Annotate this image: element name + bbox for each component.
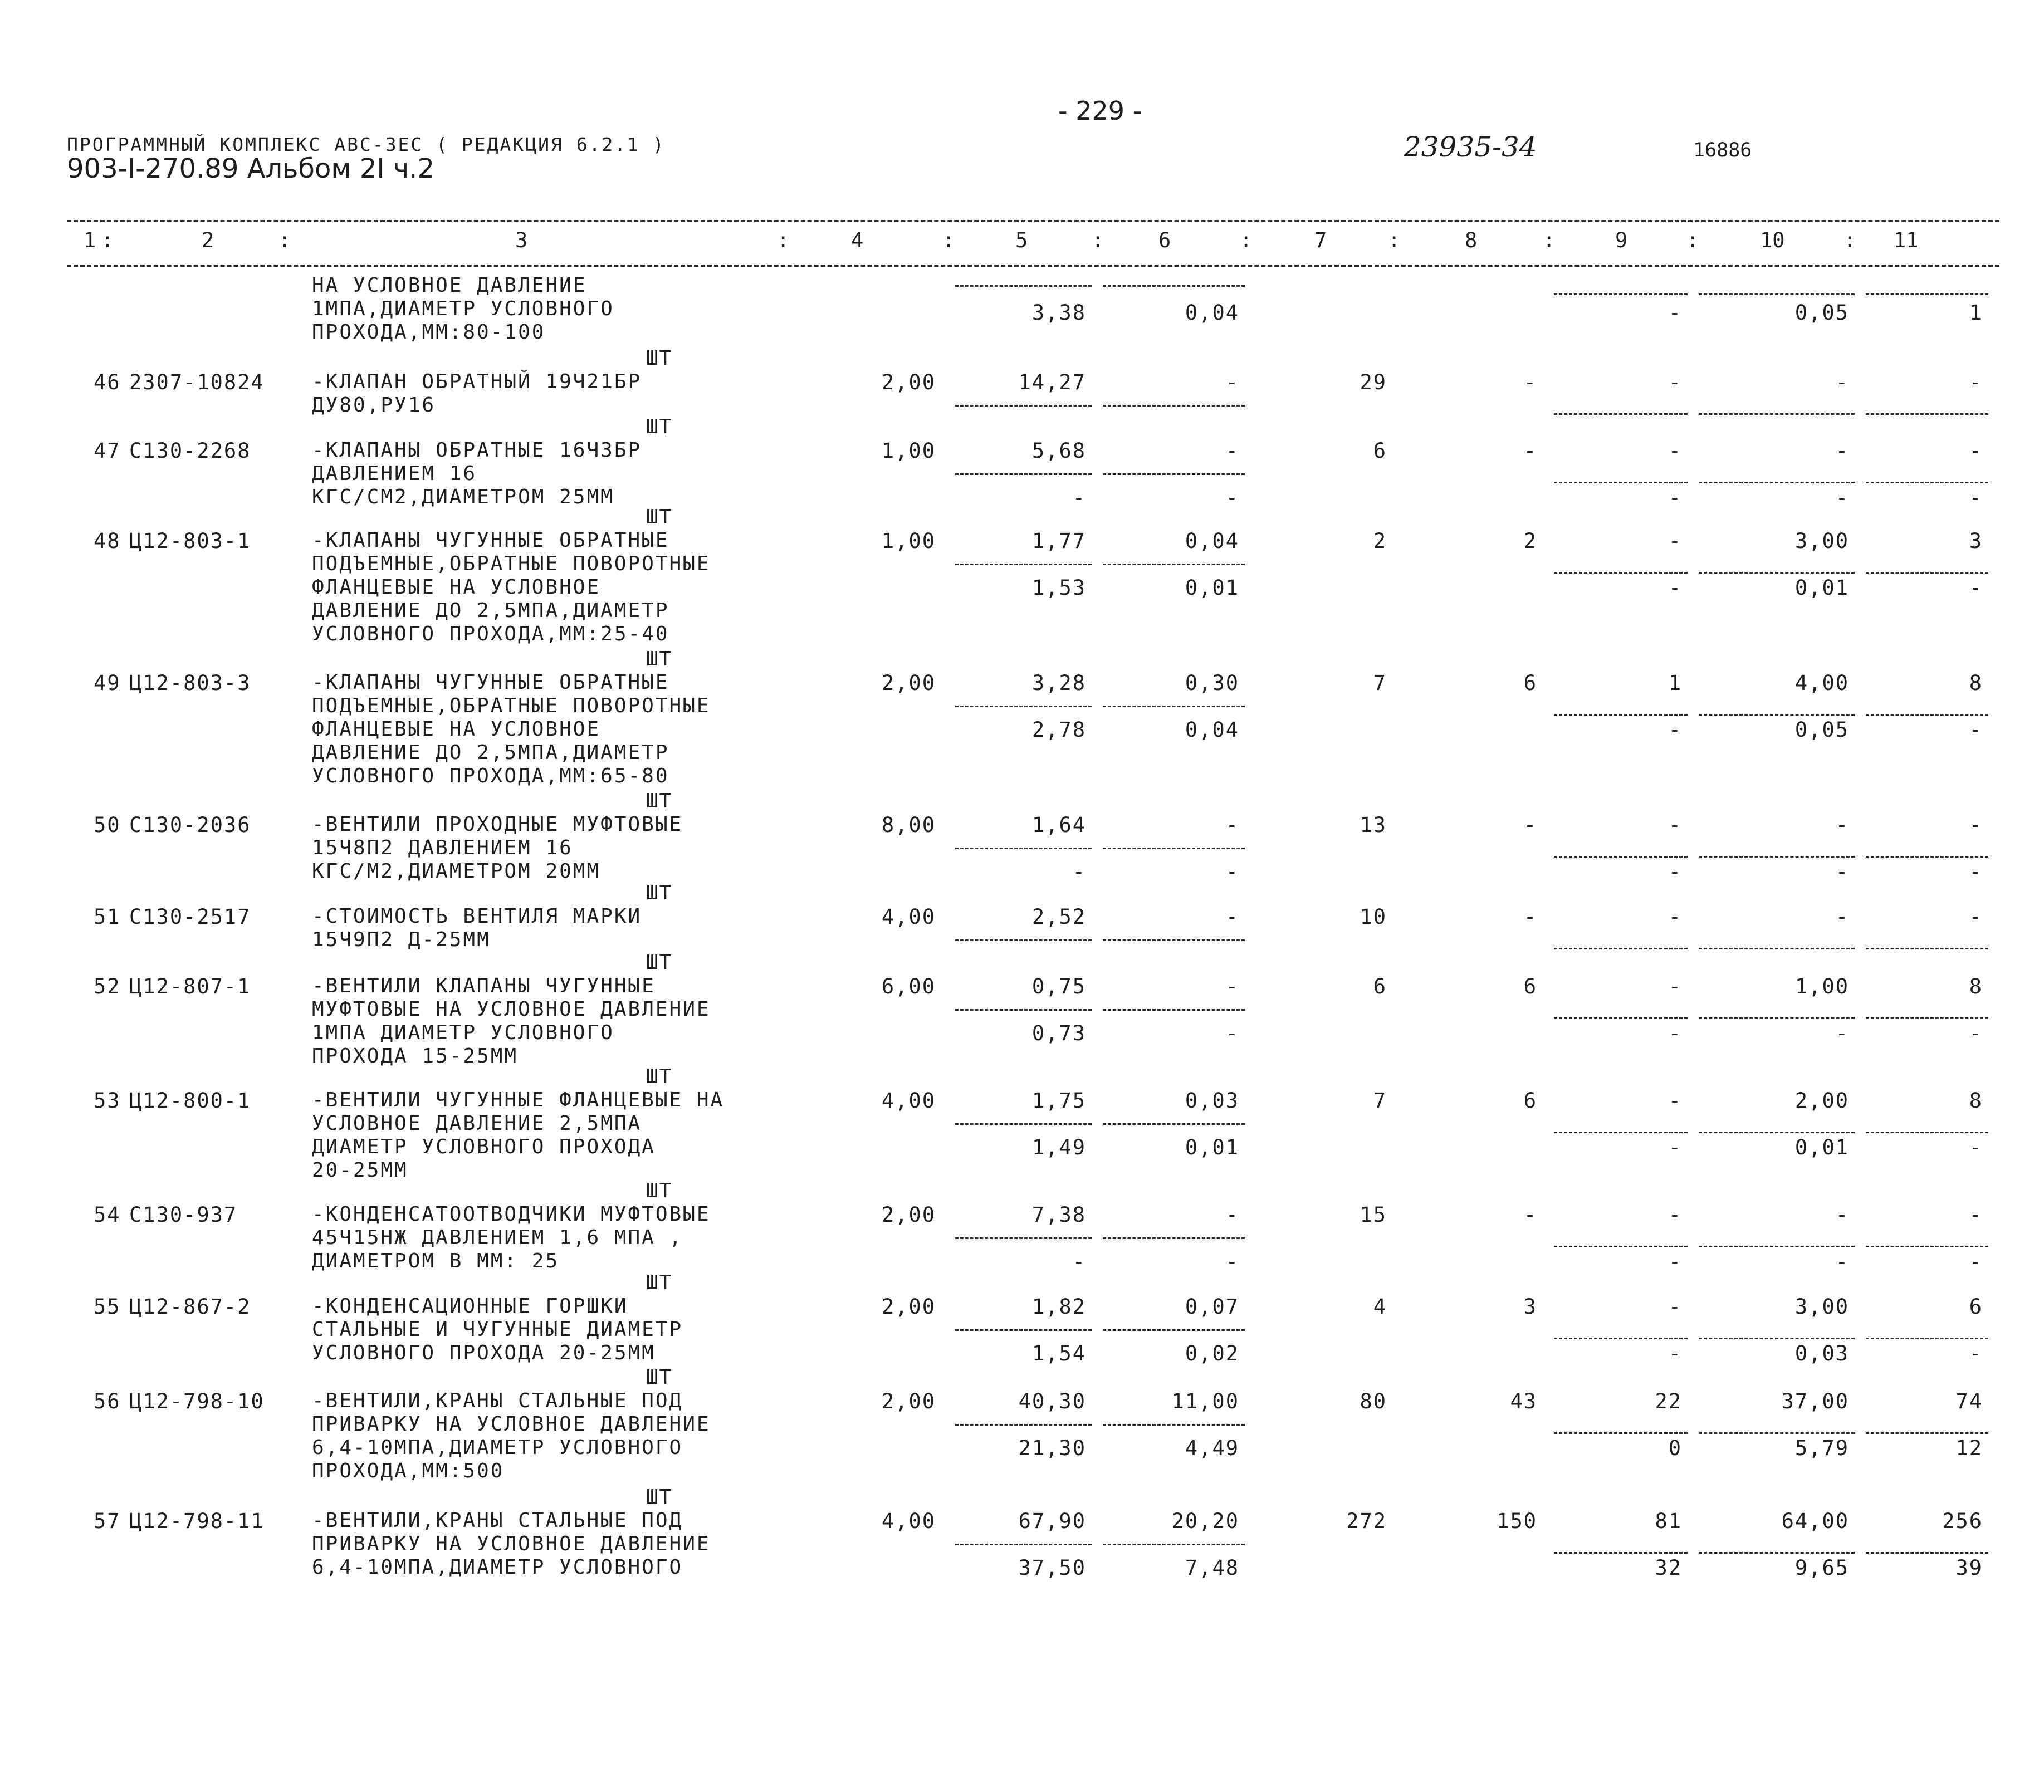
cell-c6b: -: [1225, 1250, 1239, 1274]
cell-c9: -: [1668, 529, 1682, 553]
cell-c4: 2,00: [881, 671, 936, 695]
cell-divider: [1554, 856, 1688, 858]
unit-label: ШТ: [646, 1366, 673, 1389]
cell-c5b: 1,49: [1031, 1135, 1086, 1159]
row-number: 57: [94, 1509, 121, 1533]
cell-divider: [1866, 1338, 1988, 1339]
cell-divider: [1866, 482, 1988, 483]
cell-divider: [1699, 413, 1855, 415]
cell-c7: 272: [1346, 1509, 1387, 1533]
cell-c5: 2,52: [1031, 905, 1086, 929]
cell-c9b: -: [1668, 1021, 1682, 1045]
cell-c10: -: [1835, 813, 1849, 837]
cell-divider: [955, 848, 1092, 849]
cell-divider: [1699, 1132, 1855, 1133]
row-number: 46: [94, 370, 121, 394]
cell-c5: 0,75: [1031, 975, 1086, 998]
cell-c6b: 0,01: [1185, 576, 1239, 600]
unit-label: ШТ: [646, 347, 673, 370]
cell-divider: [1866, 1017, 1988, 1019]
column-separator: :: [1686, 228, 1699, 252]
cell-c4: 1,00: [881, 529, 936, 553]
cell-c10: 37,00: [1781, 1389, 1849, 1413]
cell-c8: -: [1523, 905, 1537, 929]
cell-c9: -: [1668, 1203, 1682, 1227]
cell-divider: [955, 473, 1092, 475]
cell-c10b: -: [1835, 486, 1849, 510]
row-code: С130-2268: [129, 439, 251, 463]
cell-divider: [1554, 1552, 1688, 1554]
cell-c5: 14,27: [1018, 370, 1086, 394]
cell-c6b: -: [1225, 486, 1239, 510]
row-description: -КЛАПАНЫ ОБРАТНЫЕ 16Ч3БР ДАВЛЕНИЕМ 16 КГС/СМ2,ДИАМЕТРОМ 25ММ: [312, 439, 642, 508]
cell-divider: [1699, 482, 1855, 483]
cell-c11b: -: [1969, 1250, 1983, 1274]
column-number: 1: [84, 228, 96, 252]
cell-c4: 6,00: [881, 975, 936, 998]
cell-c8: 6: [1523, 975, 1537, 998]
unit-label: ШТ: [646, 951, 673, 974]
column-number: 11: [1894, 228, 1919, 252]
row-number: 52: [94, 975, 121, 998]
cell-c9: 22: [1655, 1389, 1682, 1413]
cell-c6: -: [1225, 813, 1239, 837]
cell-c7: 10: [1360, 905, 1387, 929]
cell-c8: 3: [1523, 1295, 1537, 1319]
cell-c5b: 1,53: [1031, 576, 1086, 600]
cell-c9b: -: [1668, 860, 1682, 884]
column-number: 3: [515, 228, 528, 252]
cell-c4: 2,00: [881, 1295, 936, 1319]
cell-c11: -: [1969, 439, 1983, 463]
cell-c7: 2: [1373, 529, 1387, 553]
cell-c8: -: [1523, 813, 1537, 837]
cell-c9: -: [1668, 439, 1682, 463]
cell-divider: [1554, 948, 1688, 949]
row-description: -ВЕНТИЛИ,КРАНЫ СТАЛЬНЫЕ ПОД ПРИВАРКУ НА УСЛОВНОЕ ДАВЛЕНИЕ 6,4-10МПА,ДИАМЕТР УСЛОВНОГО ПРОХОДА,ММ:500: [312, 1389, 711, 1482]
unit-label: ШТ: [646, 648, 673, 670]
cell-divider: [1699, 1017, 1855, 1019]
row-description: -СТОИМОСТЬ ВЕНТИЛЯ МАРКИ 15Ч9П2 Д-25ММ: [312, 905, 642, 951]
cell-c5: 5,68: [1031, 439, 1086, 463]
cell-c9b: -: [1668, 1250, 1682, 1274]
column-separator: :: [1843, 228, 1856, 252]
cell-c10: -: [1835, 905, 1849, 929]
cell-c9: -: [1668, 813, 1682, 837]
cell-divider: [1554, 293, 1688, 295]
cell-c10b: 0,03: [1794, 1341, 1849, 1365]
cell-c9: -: [1668, 1089, 1682, 1113]
cell-c8: -: [1523, 370, 1537, 394]
cell-c11: 8: [1969, 1089, 1983, 1113]
cell-c4: 4,00: [881, 1089, 936, 1113]
cell-c6b: 0,01: [1185, 1135, 1239, 1159]
row-number: 47: [94, 439, 121, 463]
unit-label: ШТ: [646, 1271, 673, 1294]
cell-c9: 81: [1655, 1509, 1682, 1533]
cell-c11b: 12: [1955, 1436, 1983, 1460]
cell-c4: 2,00: [881, 1203, 936, 1227]
row-number: 49: [94, 671, 121, 695]
cell-divider: [955, 1424, 1092, 1426]
cell-divider: [955, 1009, 1092, 1011]
cell-c10: 64,00: [1781, 1509, 1849, 1533]
row-number: 48: [94, 529, 121, 553]
cell-c4: 8,00: [881, 813, 936, 837]
cell-c11b: -: [1969, 860, 1983, 884]
cell-c11: 1: [1969, 301, 1983, 325]
cell-divider: [1699, 1338, 1855, 1339]
cell-c5b: 1,54: [1031, 1341, 1086, 1365]
cell-c5b: 21,30: [1018, 1436, 1086, 1460]
cell-c5b: -: [1072, 486, 1086, 510]
cell-c10b: -: [1835, 1021, 1849, 1045]
cell-c6: 0,07: [1185, 1295, 1239, 1319]
table-top-rule: [67, 220, 1999, 222]
cell-c6: 0,04: [1185, 529, 1239, 553]
row-code: Ц12-800-1: [129, 1089, 251, 1113]
unit-label: ШТ: [646, 415, 673, 438]
column-separator: :: [278, 228, 291, 252]
cell-divider: [1554, 482, 1688, 483]
cell-c10: -: [1835, 439, 1849, 463]
cell-c7: 6: [1373, 975, 1387, 998]
row-number: 53: [94, 1089, 121, 1113]
cell-divider: [1554, 1246, 1688, 1247]
row-code: Ц12-803-1: [129, 529, 251, 553]
cell-divider: [1554, 1132, 1688, 1133]
row-description: НА УСЛОВНОЕ ДАВЛЕНИЕ 1МПА,ДИАМЕТР УСЛОВНОГО ПРОХОДА,ММ:80-100: [312, 274, 614, 344]
cell-divider: [1866, 714, 1988, 716]
cell-c10: -: [1835, 370, 1849, 394]
cell-divider: [1103, 405, 1245, 407]
cell-c5b: 37,50: [1018, 1556, 1086, 1580]
cell-divider: [1699, 293, 1855, 295]
cell-c10b: -: [1835, 860, 1849, 884]
cell-divider: [1866, 293, 1988, 295]
cell-c10: 1,00: [1794, 975, 1849, 998]
cell-c6b: 0,04: [1185, 718, 1239, 742]
cell-c5: 3,28: [1031, 671, 1086, 695]
program-title: ПРОГРАММНЫЙ КОМПЛЕКС АВС-3ЕС ( РЕДАКЦИЯ 6.2.1 ): [67, 134, 666, 155]
cell-c10: 4,00: [1794, 671, 1849, 695]
cell-c11: -: [1969, 905, 1983, 929]
cell-divider: [1699, 856, 1855, 858]
cell-c5: 67,90: [1018, 1509, 1086, 1533]
cell-c4: 4,00: [881, 1509, 936, 1533]
cell-c6: -: [1225, 905, 1239, 929]
cell-divider: [955, 285, 1092, 287]
row-code: Ц12-803-3: [129, 671, 251, 695]
cell-divider: [1103, 1424, 1245, 1426]
cell-c11: -: [1969, 370, 1983, 394]
column-number: 9: [1615, 228, 1628, 252]
cell-c6b: -: [1225, 1021, 1239, 1045]
cell-c8: -: [1523, 439, 1537, 463]
cell-c6b: 0,02: [1185, 1341, 1239, 1365]
cell-c11b: -: [1969, 486, 1983, 510]
cell-divider: [1103, 706, 1245, 707]
cell-c10: 2,00: [1794, 1089, 1849, 1113]
cell-c5b: 0,73: [1031, 1021, 1086, 1045]
cell-divider: [1554, 1338, 1688, 1339]
cell-c8: 6: [1523, 1089, 1537, 1113]
cell-c8: 43: [1510, 1389, 1537, 1413]
cell-c10: 0,05: [1794, 301, 1849, 325]
row-description: -КЛАПАНЫ ЧУГУННЫЕ ОБРАТНЫЕ ПОДЪЕМНЫЕ,ОБРАТНЫЕ ПОВОРОТНЫЕ ФЛАНЦЕВЫЕ НА УСЛОВНОЕ ДАВЛЕНИЕ ДО 2,5МПА,ДИАМЕТР УСЛОВНОГО ПРОХОДА,ММ:25-40: [312, 529, 711, 645]
cell-c9b: -: [1668, 1135, 1682, 1159]
cell-c7: 7: [1373, 1089, 1387, 1113]
cell-c9: 1: [1668, 671, 1682, 695]
cell-c11: 8: [1969, 975, 1983, 998]
cell-divider: [1866, 948, 1988, 949]
cell-c11: -: [1969, 813, 1983, 837]
cell-c8: 2: [1523, 529, 1537, 553]
cell-c7: 13: [1360, 813, 1387, 837]
cell-divider: [1103, 1237, 1245, 1239]
column-number: 8: [1465, 228, 1478, 252]
cell-c6: 0,30: [1185, 671, 1239, 695]
column-separator: :: [777, 228, 790, 252]
table-header-rule: [67, 265, 1999, 267]
cell-c5: 1,77: [1031, 529, 1086, 553]
cell-divider: [1699, 1552, 1855, 1554]
row-code: Ц12-798-10: [129, 1389, 265, 1413]
cell-c4: 2,00: [881, 1389, 936, 1413]
cell-c8: 150: [1497, 1509, 1537, 1533]
cell-c9: -: [1668, 301, 1682, 325]
cell-c7: 29: [1360, 370, 1387, 394]
album-title: 903-I-270.89 Альбом 2I ч.2: [67, 153, 434, 184]
cell-c5: 1,75: [1031, 1089, 1086, 1113]
row-description: -КЛАПАНЫ ЧУГУННЫЕ ОБРАТНЫЕ ПОДЪЕМНЫЕ,ОБРАТНЫЕ ПОВОРОТНЫЕ ФЛАНЦЕВЫЕ НА УСЛОВНОЕ ДАВЛЕНИЕ ДО 2,5МПА,ДИАМЕТР УСЛОВНОГО ПРОХОДА,ММ:65-80: [312, 671, 711, 787]
row-description: -КОНДЕНСАТООТВОДЧИКИ МУФТОВЫЕ 45Ч15НЖ ДАВЛЕНИЕМ 1,6 МПА , ДИАМЕТРОМ В ММ: 25: [312, 1203, 711, 1272]
cell-c11b: 39: [1955, 1556, 1983, 1580]
cell-c10b: 0,05: [1794, 718, 1849, 742]
cell-divider: [1103, 1009, 1245, 1011]
cell-c11b: -: [1969, 576, 1983, 600]
cell-c6: 20,20: [1171, 1509, 1239, 1533]
cell-c5: 40,30: [1018, 1389, 1086, 1413]
cell-divider: [955, 706, 1092, 707]
cell-divider: [955, 564, 1092, 565]
cell-divider: [1866, 856, 1988, 858]
column-separator: :: [101, 228, 114, 252]
cell-c7: 7: [1373, 671, 1387, 695]
cell-c9b: -: [1668, 1341, 1682, 1365]
unit-label: ШТ: [646, 1179, 673, 1202]
cell-c4: 2,00: [881, 370, 936, 394]
cell-divider: [1554, 413, 1688, 415]
row-description: -КОНДЕНСАЦИОННЫЕ ГОРШКИ СТАЛЬНЫЕ И ЧУГУННЫЕ ДИАМЕТР УСЛОВНОГО ПРОХОДА 20-25ММ: [312, 1295, 683, 1364]
cell-c8: 6: [1523, 671, 1537, 695]
cell-c10b: 9,65: [1794, 1556, 1849, 1580]
cell-c9b: -: [1668, 576, 1682, 600]
cell-divider: [955, 939, 1092, 941]
cell-c6: -: [1225, 439, 1239, 463]
cell-c5b: 2,78: [1031, 718, 1086, 742]
cell-c10b: 5,79: [1794, 1436, 1849, 1460]
row-number: 56: [94, 1389, 121, 1413]
cell-c9: -: [1668, 370, 1682, 394]
cell-c9b: 0: [1668, 1436, 1682, 1460]
document-number: 16886: [1693, 139, 1752, 161]
row-number: 51: [94, 905, 121, 929]
row-description: -ВЕНТИЛИ ЧУГУННЫЕ ФЛАНЦЕВЫЕ НА УСЛОВНОЕ ДАВЛЕНИЕ 2,5МПА ДИАМЕТР УСЛОВНОГО ПРОХОДА 20-25ММ: [312, 1089, 725, 1182]
row-code: Ц12-798-11: [129, 1509, 265, 1533]
column-number: 2: [202, 228, 214, 252]
unit-label: ШТ: [646, 1065, 673, 1088]
row-number: 50: [94, 813, 121, 837]
column-number: 10: [1760, 228, 1785, 252]
cell-c9: -: [1668, 975, 1682, 998]
column-separator: :: [1543, 228, 1556, 252]
cell-divider: [1103, 848, 1245, 849]
cell-c11b: -: [1969, 718, 1983, 742]
cell-c5b: -: [1072, 860, 1086, 884]
cell-divider: [1866, 572, 1988, 574]
row-number: 54: [94, 1203, 121, 1227]
cell-c5: 3,38: [1031, 301, 1086, 325]
cell-c6b: -: [1225, 860, 1239, 884]
cell-divider: [1103, 285, 1245, 287]
cell-c6: 11,00: [1171, 1389, 1239, 1413]
cell-c7: 4: [1373, 1295, 1387, 1319]
cell-divider: [955, 1544, 1092, 1545]
cell-c11b: -: [1969, 1021, 1983, 1045]
cell-divider: [955, 405, 1092, 407]
cell-c6: 0,04: [1185, 301, 1239, 325]
cell-divider: [1699, 1432, 1855, 1434]
row-description: -ВЕНТИЛИ КЛАПАНЫ ЧУГУННЫЕ МУФТОВЫЕ НА УСЛОВНОЕ ДАВЛЕНИЕ 1МПА ДИАМЕТР УСЛОВНОГО ПРОХОДА 15-25ММ: [312, 975, 711, 1068]
cell-c10: 3,00: [1794, 529, 1849, 553]
page-number: - 229 -: [1058, 96, 1142, 126]
row-description: -ВЕНТИЛИ,КРАНЫ СТАЛЬНЫЕ ПОД ПРИВАРКУ НА УСЛОВНОЕ ДАВЛЕНИЕ 6,4-10МПА,ДИАМЕТР УСЛОВНОГО: [312, 1509, 711, 1579]
column-number: 5: [1015, 228, 1028, 252]
cell-divider: [1554, 572, 1688, 574]
unit-label: ШТ: [646, 1486, 673, 1509]
column-separator: :: [942, 228, 955, 252]
row-code: Ц12-867-2: [129, 1295, 251, 1319]
cell-divider: [1699, 714, 1855, 716]
cell-c9: -: [1668, 905, 1682, 929]
cell-c11: 3: [1969, 529, 1983, 553]
cell-c6b: 4,49: [1185, 1436, 1239, 1460]
unit-label: ШТ: [646, 882, 673, 904]
row-code: С130-2517: [129, 905, 251, 929]
cell-divider: [1554, 1017, 1688, 1019]
cell-divider: [955, 1237, 1092, 1239]
cell-divider: [1103, 1329, 1245, 1331]
cell-divider: [1866, 1246, 1988, 1247]
cell-c10: 3,00: [1794, 1295, 1849, 1319]
cell-divider: [1866, 413, 1988, 415]
cell-c5: 1,82: [1031, 1295, 1086, 1319]
column-number: 7: [1314, 228, 1327, 252]
cell-c10b: 0,01: [1794, 1135, 1849, 1159]
column-separator: :: [1388, 228, 1401, 252]
cell-c9b: -: [1668, 718, 1682, 742]
cell-divider: [1699, 572, 1855, 574]
handwritten-number: 23935-34: [1404, 131, 1537, 163]
cell-divider: [1866, 1132, 1988, 1133]
row-number: 55: [94, 1295, 121, 1319]
cell-divider: [1866, 1432, 1988, 1434]
column-separator: :: [1240, 228, 1253, 252]
cell-divider: [1103, 564, 1245, 565]
cell-c5: 7,38: [1031, 1203, 1086, 1227]
column-separator: :: [1092, 228, 1104, 252]
cell-c6: -: [1225, 1203, 1239, 1227]
row-code: Ц12-807-1: [129, 975, 251, 998]
cell-c10: -: [1835, 1203, 1849, 1227]
cell-c7: 6: [1373, 439, 1387, 463]
cell-divider: [1554, 714, 1688, 716]
cell-c6b: 7,48: [1185, 1556, 1239, 1580]
row-description: -КЛАПАН ОБРАТНЫЙ 19Ч21БР ДУ80,РУ16: [312, 370, 642, 417]
row-code: С130-937: [129, 1203, 238, 1227]
cell-c10b: 0,01: [1794, 576, 1849, 600]
cell-divider: [955, 1123, 1092, 1125]
cell-divider: [1103, 1123, 1245, 1125]
cell-divider: [1103, 1544, 1245, 1545]
cell-divider: [1699, 948, 1855, 949]
cell-c9b: -: [1668, 486, 1682, 510]
cell-c11b: -: [1969, 1135, 1983, 1159]
cell-c7: 80: [1360, 1389, 1387, 1413]
row-code: 2307-10824: [129, 370, 265, 394]
cell-c11: 8: [1969, 671, 1983, 695]
unit-label: ШТ: [646, 790, 673, 812]
cell-divider: [1699, 1246, 1855, 1247]
cell-c4: 4,00: [881, 905, 936, 929]
cell-c4: 1,00: [881, 439, 936, 463]
cell-c5b: -: [1072, 1250, 1086, 1274]
row-code: С130-2036: [129, 813, 251, 837]
column-number: 4: [851, 228, 864, 252]
unit-label: ШТ: [646, 506, 673, 528]
cell-c9: -: [1668, 1295, 1682, 1319]
cell-c6: 0,03: [1185, 1089, 1239, 1113]
cell-c11: -: [1969, 1203, 1983, 1227]
cell-c11: 74: [1955, 1389, 1983, 1413]
cell-c6: -: [1225, 975, 1239, 998]
cell-divider: [1554, 1432, 1688, 1434]
cell-divider: [955, 1329, 1092, 1331]
cell-c9b: 32: [1655, 1556, 1682, 1580]
cell-c5: 1,64: [1031, 813, 1086, 837]
cell-divider: [1103, 473, 1245, 475]
cell-c11: 256: [1942, 1509, 1983, 1533]
cell-c6: -: [1225, 370, 1239, 394]
cell-c8: -: [1523, 1203, 1537, 1227]
cell-c11b: -: [1969, 1341, 1983, 1365]
cell-divider: [1866, 1552, 1988, 1554]
cell-c10b: -: [1835, 1250, 1849, 1274]
cell-divider: [1103, 939, 1245, 941]
row-description: -ВЕНТИЛИ ПРОХОДНЫЕ МУФТОВЫЕ 15Ч8П2 ДАВЛЕНИЕМ 16 КГС/М2,ДИАМЕТРОМ 20ММ: [312, 813, 683, 883]
cell-c11: 6: [1969, 1295, 1983, 1319]
cell-c7: 15: [1360, 1203, 1387, 1227]
column-number: 6: [1158, 228, 1171, 252]
